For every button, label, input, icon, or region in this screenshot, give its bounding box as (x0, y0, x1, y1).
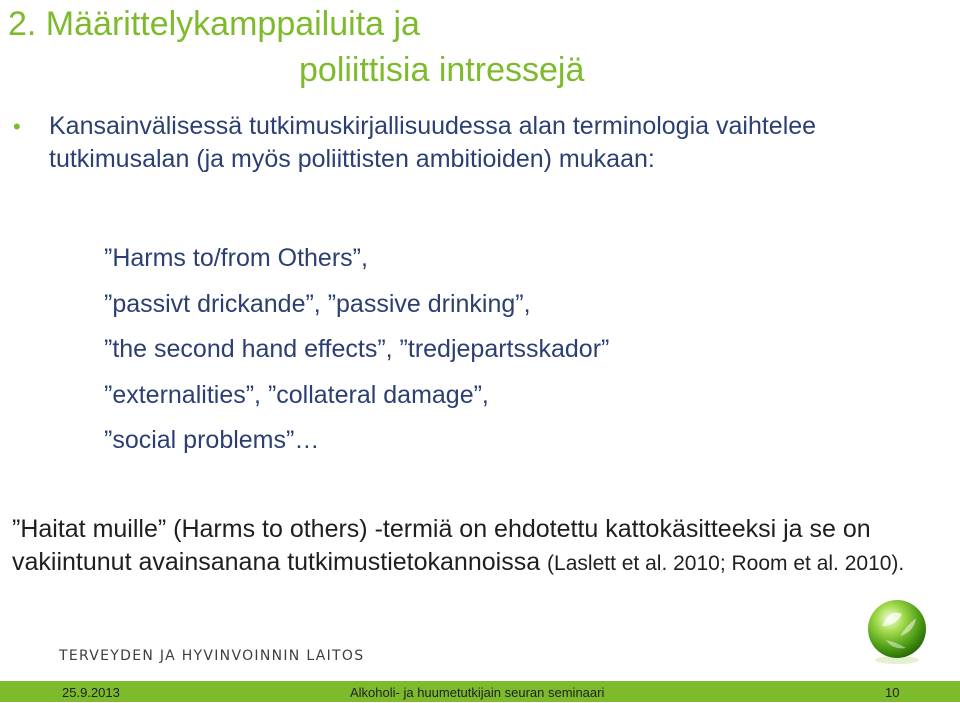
citation-text: (Laslett et al. 2010; Room et al. 2010). (547, 552, 905, 575)
page-number: 10 (885, 685, 900, 700)
summary-paragraph (12, 513, 952, 580)
term-item: ”Harms to/from Others”, (104, 244, 368, 272)
slide-title-line1: 2. Määrittelykamppailuita ja (8, 5, 420, 43)
intro-bullet-text: Kansainvälisessä tutkimuskirjallisuudessa alan terminologia vaihtelee tutkimusalan (ja myös poliittisten ambitioiden) mukaan: (49, 112, 817, 173)
footer-bar (0, 681, 960, 702)
term-item: ”externalities”, ”collateral damage”, (104, 380, 489, 409)
term-item: ”passivt drickande”, ”passive drinking”, (104, 289, 531, 318)
green-globe-logo-icon (862, 596, 932, 666)
summary-text: ”Haitat muille” (Harms to others) -termiä on ehdotettu kattokäsitteeksi ja se on vakiintunut avainsanana tutkimustietokannoissa (12, 515, 871, 576)
footer-event: Alkoholi- ja huumetutkijain seuran seminaari (350, 685, 605, 700)
term-item: ”the second hand effects”, ”tredjepartsskador” (104, 335, 610, 363)
terms-list (104, 236, 904, 464)
footer-date: 25.9.2013 (62, 685, 120, 700)
slide-title (8, 2, 948, 92)
slide-title-line2: poliittisia intressejä (299, 51, 585, 89)
bullet-dot-icon: • (13, 114, 21, 139)
organization-name: TERVEYDEN JA HYVINVOINNIN LAITOS (59, 648, 365, 664)
term-item: ”social problems”… (104, 426, 320, 454)
intro-bullet (8, 110, 958, 176)
